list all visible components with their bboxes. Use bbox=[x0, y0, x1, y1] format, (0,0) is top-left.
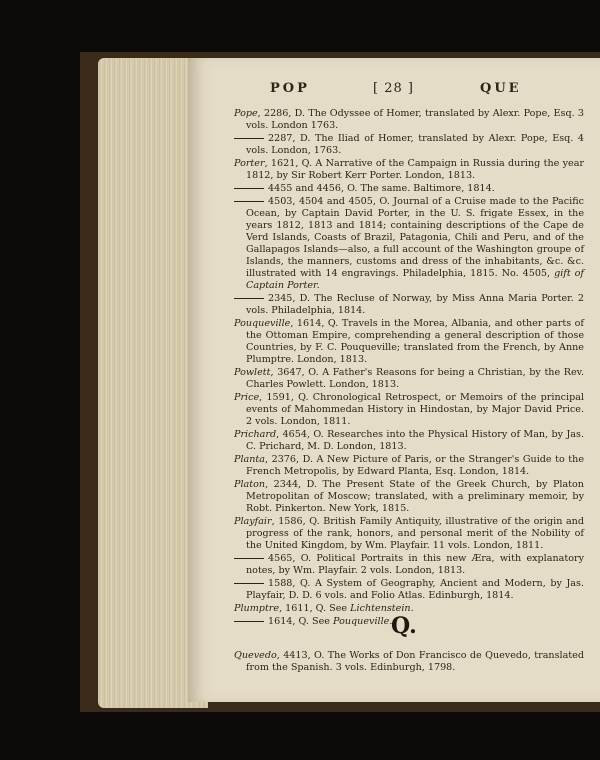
catalog-entry: Porter, 1621, Q. A Narrative of the Campaign in Russia during the year 1812, by Sir Robert Kerr Porter. London, 1813. bbox=[234, 158, 584, 181]
entry-text: 1611, Q. See bbox=[285, 603, 348, 614]
entry-text: 2376, D. A New Picture of Paris, or the Stranger's Guide to the French Metropolis, by Edward Planta, Esq. London, 1814. bbox=[246, 454, 584, 477]
ditto-dash bbox=[234, 298, 264, 299]
entry-text: 2287, D. The Iliad of Homer, translated by Alexr. Pope, Esq. 4 vols. London, 1763. bbox=[246, 133, 584, 156]
entry-text: 1586, Q. British Family Antiquity, illustrative of the origin and progress of the rank, honors, and personal merit of the Nobility of the United Kingdom, by Wm. Playfair. 11 vols. London, 1811. bbox=[246, 516, 585, 551]
italic-note: gift of Captain Porter. bbox=[246, 268, 584, 291]
catalog-entry: Pope, 2286, D. The Odyssee of Homer, translated by Alexr. Pope, Esq. 3 vols. London 1763. bbox=[234, 108, 584, 131]
author-name: Planta bbox=[234, 454, 265, 465]
book-page bbox=[188, 58, 600, 702]
author-name: Porter bbox=[234, 158, 265, 169]
catalog-entry: Powlett, 3647, O. A Father's Reasons for being a Christian, by the Rev. Charles Powlett. London, 1813. bbox=[234, 367, 584, 390]
italic-note: Lichtenstein. bbox=[350, 603, 414, 614]
catalog-entry bbox=[234, 183, 584, 195]
catalog-entries-q bbox=[234, 650, 584, 675]
author-name: Pouqueville bbox=[234, 318, 291, 329]
catalog-entry: Price, 1591, Q. Chronological Retrospect, or Memoirs of the principal events of Mahommedan History in Hindostan, by Major David Price. 2 vols. London, 1811. bbox=[234, 392, 584, 427]
entry-text: 4455 and 4456, O. The same. Baltimore, 1814. bbox=[268, 183, 495, 194]
entry-text: 1588, Q. A System of Geography, Ancient and Modern, by Jas. Playfair, D. D. 6 vols. and Folio Atlas. Edinburgh, 1814. bbox=[246, 578, 584, 601]
catalog-entry: Planta, 2376, D. A New Picture of Paris, or the Stranger's Guide to the French Metropolis, by Edward Planta, Esq. London, 1814. bbox=[234, 454, 584, 477]
catalog-entry: Plumptre, 1611, Q. See Lichtenstein. bbox=[234, 603, 414, 614]
author-name: Powlett bbox=[234, 367, 271, 378]
catalog-entry: Quevedo, 4413, O. The Works of Don Francisco de Quevedo, translated from the Spanish. 3 vols. Edinburgh, 1798. bbox=[234, 650, 584, 673]
author-name: Plumptre bbox=[234, 603, 280, 614]
entry-text: 4503, 4504 and 4505, O. Journal of a Cruise made to the Pacific Ocean, by Captain David Porter, in the U. S. frigate Essex, in the years 1812, 1813 and 1814; containing descriptions of the Cape de Verd Islands, Coasts of Brazil, Patagonia, Chili and Peru, and of the Gallapagos Islands—also, a full account of the Washington groupe of Islands, the manners, customs and dress of the inhabitants, &c. &c. illustrated with 14 engravings. Philadelphia, 1815. No. 4505, bbox=[246, 196, 584, 279]
catalog-entries bbox=[234, 108, 584, 629]
entry-text: 4565, O. Political Portraits in this new Æra, with explanatory notes, by Wm. Playfair. 2 vols. London, 1813. bbox=[246, 553, 584, 576]
ditto-dash bbox=[234, 188, 264, 189]
entry-text: 4654, O. Researches into the Physical History of Man, by Jas. C. Prichard, M. D. London, 1813. bbox=[246, 429, 584, 452]
catalog-entry bbox=[234, 133, 584, 157]
author-name: Playfair bbox=[234, 516, 272, 527]
catalog-entry bbox=[234, 196, 584, 292]
author-name: Pope bbox=[234, 108, 258, 119]
catalog-entry: Platon, 2344, D. The Present State of the Greek Church, by Platon Metropolitan of Moscow; translated, with a preliminary memoir, by Robt. Pinkerton. New York, 1815. bbox=[234, 479, 584, 514]
italic-note: Pouqueville. bbox=[333, 616, 393, 627]
author-name: Prichard bbox=[234, 429, 277, 440]
author-name: Quevedo bbox=[234, 650, 277, 661]
catalog-entry: Prichard, 4654, O. Researches into the Physical History of Man, by Jas. C. Prichard, M. D. London, 1813. bbox=[234, 429, 584, 452]
catalog-entry bbox=[234, 578, 584, 602]
running-head-right: QUE bbox=[480, 81, 522, 96]
page-number: [ 28 ] bbox=[373, 81, 414, 96]
section-letter: Q. bbox=[391, 613, 417, 639]
ditto-dash bbox=[234, 201, 264, 202]
catalog-entry: Playfair, 1586, Q. British Family Antiquity, illustrative of the origin and progress of the rank, honors, and personal merit of the Nobility of the United Kingdom, by Wm. Playfair. 11 vols. London, 1811. bbox=[234, 516, 585, 551]
catalog-entry: Pouqueville, 1614, Q. Travels in the Morea, Albania, and other parts of the Ottoman Empire, comprehending a general description of those Countries, by F. C. Pouqueville; translated from the French, by Anne Plumptre. London, 1813. bbox=[234, 318, 584, 365]
ditto-dash bbox=[234, 558, 264, 559]
catalog-entry bbox=[234, 293, 584, 317]
entry-text: 1614, Q. See bbox=[268, 616, 330, 627]
ditto-dash bbox=[234, 583, 264, 584]
entry-text: 3647, O. A Father's Reasons for being a Christian, by the Rev. Charles Powlett. London, 1813. bbox=[246, 367, 584, 390]
catalog-entry bbox=[234, 553, 584, 577]
entry-text: 2286, D. The Odyssee of Homer, translated by Alexr. Pope, Esq. 3 vols. London 1763. bbox=[246, 108, 584, 131]
entry-text: 1591, Q. Chronological Retrospect, or Memoirs of the principal events of Mahommedan History in Hindostan, by Major David Price. 2 vols. London, 1811. bbox=[246, 392, 584, 427]
entry-text: 4413, O. The Works of Don Francisco de Quevedo, translated from the Spanish. 3 vols. Edinburgh, 1798. bbox=[246, 650, 584, 673]
entry-text: 1621, Q. A Narrative of the Campaign in Russia during the year 1812, by Sir Robert Kerr Porter. London, 1813. bbox=[246, 158, 584, 181]
author-name: Platon bbox=[234, 479, 266, 490]
entry-text: 2345, D. The Recluse of Norway, by Miss Anna Maria Porter. 2 vols. Philadelphia, 1814. bbox=[246, 293, 584, 316]
entry-text: 2344, D. The Present State of the Greek Church, by Platon Metropolitan of Moscow; translated, with a preliminary memoir, by Robt. Pinkerton. New York, 1815. bbox=[246, 479, 584, 514]
ditto-dash bbox=[234, 138, 264, 139]
author-name: Price bbox=[234, 392, 260, 403]
entry-text: 1614, Q. Travels in the Morea, Albania, and other parts of the Ottoman Empire, comprehending a general description of those Countries, by F. C. Pouqueville; translated from the French, by Anne Plumptre. London, 1813. bbox=[246, 318, 584, 365]
running-head-left: POP bbox=[270, 81, 310, 96]
ditto-dash bbox=[234, 621, 264, 622]
